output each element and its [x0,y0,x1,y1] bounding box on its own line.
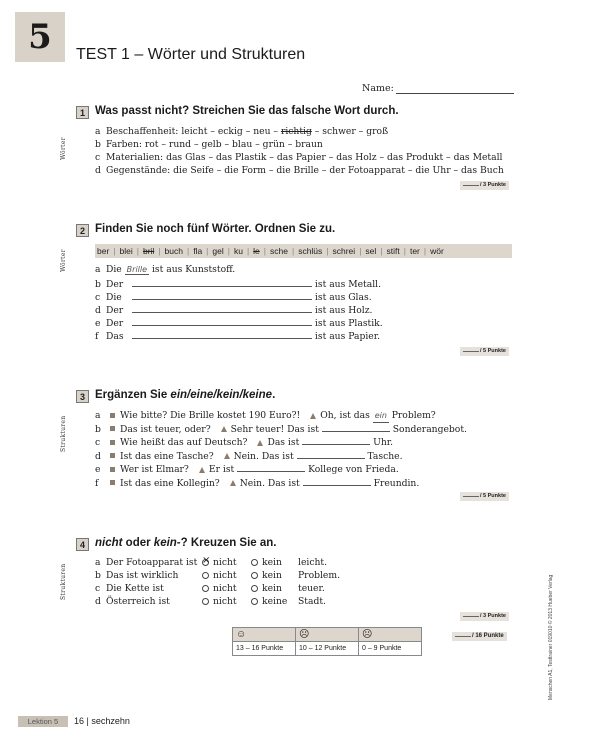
answer-field[interactable] [297,458,365,459]
syllable: schlüs [298,246,323,256]
speaker-a-icon [110,480,115,485]
section-1-score: / 3 Punkte [460,181,509,190]
answer-field[interactable] [237,471,305,472]
syllable: fla [193,246,203,256]
section-1-item-a: a Beschaffenheit: leicht – eckig – neu – richtig – schwer – groß [95,126,389,137]
rating-table [232,627,422,656]
page-title: TEST 1 – Wörter und Strukturen [76,46,306,63]
rating-range-low: 0 – 9 Punkte [359,642,422,656]
name-label: Name: [362,83,394,94]
speaker-b-icon [257,440,263,446]
section-2-example: a Die Brille ist aus Kunststoff. [95,264,236,275]
section-1-item-d[interactable]: d Gegenstände: die Seife – die Form – die Brille – der Fotoapparat – die Uhr – das Buch [95,165,504,176]
option-nicht-radio[interactable] [202,559,209,566]
name-field[interactable] [396,93,514,94]
option-kein-radio[interactable] [251,585,258,592]
section-2-score: / 5 Punkte [460,347,509,356]
section-2-side-label: Wörter [60,249,67,272]
footer-page-number: 16 | sechzehn [74,716,130,726]
section-3-item-b: b Das ist teuer, oder? Sehr teuer! Das ist Sonderangebot. [95,423,467,435]
syllable: sel [365,246,377,256]
speaker-a-icon [110,440,115,445]
answer-field: ein [373,410,389,423]
syllable: gel [212,246,224,256]
syllable: bril [142,246,155,256]
footer-lesson: Lektion 5 [27,717,59,726]
section-4-number: 4 [76,538,89,551]
struck-word: richtig [280,126,312,137]
section-3-side-label: Strukturen [60,415,67,452]
section-2-item-e: e Der ist aus Plastik. [95,318,383,329]
section-2-item-f: f Das ist aus Papier. [95,331,381,342]
section-1-side-label: Wörter [60,137,67,160]
syllable: wör [430,246,444,256]
section-1-item-c[interactable]: c Materialien: das Glas – das Plastik – das Papier – das Holz – das Produkt – das Metall [95,152,503,163]
section-2-item-d: d Der ist aus Holz. [95,305,373,316]
section-3-item-d: d Ist das eine Tasche? Nein. Das ist Tasche. [95,450,403,462]
unit-number: 5 [28,17,52,57]
section-4-score: / 3 Punkte [460,612,509,621]
speaker-a-icon [110,453,115,458]
section-1-title: Was passt nicht? Streichen Sie das falsche Wort durch. [95,105,399,117]
syllable: blei [119,246,133,256]
section-3-item-f: f Ist das eine Kollegin? Nein. Das ist Freundin. [95,477,420,489]
speaker-b-icon [199,467,205,473]
syllable: buch [164,246,183,256]
speaker-a-icon [110,413,115,418]
answer-field[interactable] [302,444,370,445]
rating-range-mid: 10 – 12 Punkte [296,642,359,656]
syllable: ber [97,246,110,256]
section-1-number: 1 [76,106,89,119]
answer-field[interactable] [132,299,312,300]
section-4-item-c: c Die Kette ist nicht kein teuer. [95,583,325,594]
syllable: le [253,246,260,256]
section-3-score: / 5 Punkte [460,492,509,501]
section-4-item-d: d Österreich ist nicht keine Stadt. [95,596,326,607]
section-2-title: Finden Sie noch fünf Wörter. Ordnen Sie zu. [95,223,336,235]
section-2-number: 2 [76,224,89,237]
answer-field[interactable] [132,325,312,326]
speaker-b-icon [310,413,316,419]
section-4-title: nicht oder kein-? Kreuzen Sie an. [95,537,277,549]
option-kein-radio[interactable] [251,559,258,566]
section-2-item-b: b Der ist aus Metall. [95,279,382,290]
speaker-a-icon [110,467,115,472]
option-nicht-radio[interactable] [202,572,209,579]
option-nicht-radio[interactable] [202,585,209,592]
speaker-a-icon [110,426,115,431]
option-kein-radio[interactable] [251,572,258,579]
example-answer: Brille [126,265,148,274]
copyright-note: Menschen A1, Testtrainer 019010 © 2013 Hueber Verlag [548,574,554,700]
option-nicht-radio[interactable] [202,598,209,605]
rating-range-high: 13 – 16 Punkte [233,642,296,656]
syllable: ku [233,246,243,256]
section-3-item-a: a Wie bitte? Die Brille kostet 190 Euro?! Oh, ist das ein Problem? [95,410,436,421]
section-4-item-b: b Das ist wirklich nicht kein Problem. [95,570,340,581]
speaker-b-icon [221,426,227,432]
answer-field[interactable] [132,338,312,339]
syllable: sche [270,246,288,256]
syllable: schrei [332,246,356,256]
syllable-strip: ber | blei | bril | buch | fla | gel | ku | le | sche | schlüs | schrei | sel | stift | ter | wör [95,244,512,258]
answer-field[interactable] [132,312,312,313]
speaker-b-icon [224,453,230,459]
speaker-b-icon [230,480,236,486]
section-4-item-a: a Der Fotoapparat ist× nicht kein leicht. [95,557,327,569]
total-score: / 16 Punkte [452,632,507,641]
section-1-item-b[interactable]: b Farben: rot – rund – gelb – blau – grün – braun [95,139,323,150]
option-kein-radio[interactable] [251,598,258,605]
section-3-title: Ergänzen Sie ein/eine/kein/keine. [95,389,276,401]
neutral-face-icon: ☹ [296,628,359,642]
answer-field[interactable] [132,286,312,287]
sad-face-icon: ☹ [359,628,422,642]
section-3-number: 3 [76,390,89,403]
happy-face-icon: ☺ [233,628,296,642]
section-2-item-c: c Die ist aus Glas. [95,292,372,303]
syllable: stift [386,246,400,256]
section-3-item-e: e Wer ist Elmar? Er ist Kollege von Frieda. [95,464,399,475]
syllable: ter [409,246,420,256]
section-3-item-c: c Wie heißt das auf Deutsch? Das ist Uhr. [95,437,394,448]
section-4-side-label: Strukturen [60,563,67,600]
answer-field[interactable] [322,431,390,432]
answer-field[interactable] [303,485,371,486]
